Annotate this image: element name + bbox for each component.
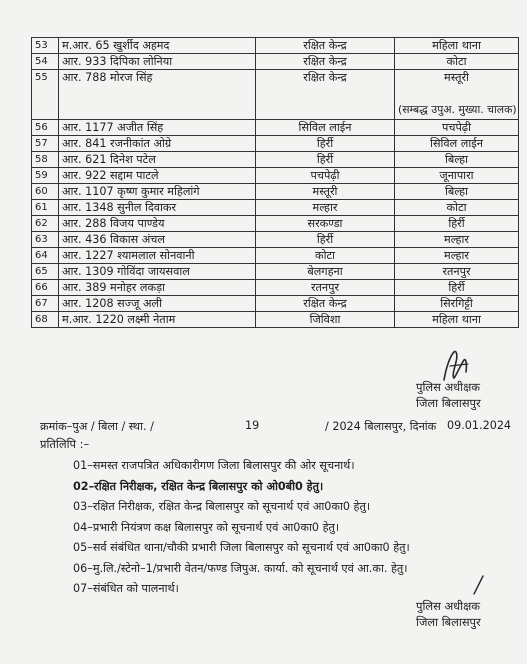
to-posting: कोटा (395, 200, 519, 215)
serial-no: 66 (32, 280, 59, 295)
table-row (32, 232, 519, 248)
employee-name: आर. 1348 सुनील दिवाकर (59, 200, 256, 215)
attachment-note: (सम्बद्ध उपुअ. मुख्या. चालक) (398, 103, 517, 116)
employee-name: आर. 788 मोरज सिंह (59, 70, 256, 119)
signatory-office: जिला बिलासपुर (416, 396, 481, 410)
from-posting: रक्षित केन्द्र (256, 70, 395, 119)
employee-name: आर. 1177 अजीत सिंह (59, 120, 256, 135)
employee-name: आर. 1227 श्यामलाल सोनवानी (59, 248, 256, 263)
from-posting: मल्हार (256, 200, 395, 215)
table-row (32, 248, 519, 264)
transfer-table (31, 37, 519, 328)
table-row (32, 70, 519, 120)
serial-no: 61 (32, 200, 59, 215)
table-row (32, 216, 519, 232)
to-posting: बिल्हा (395, 152, 519, 167)
serial-no: 68 (32, 312, 59, 327)
to-posting: मस्तूरी (444, 71, 469, 84)
signature-block-bottom (416, 598, 481, 630)
employee-name: म.आर. 1220 लक्ष्मी नेताम (59, 312, 256, 327)
reference-date: 09.01.2024 (447, 419, 512, 432)
to-posting: बिल्हा (395, 184, 519, 199)
serial-no: 55 (32, 70, 59, 119)
to-posting: मल्हार (395, 248, 519, 263)
table-row (32, 120, 519, 136)
serial-no: 58 (32, 152, 59, 167)
employee-name: आर. 922 सद्दाम पाटले (59, 168, 256, 183)
employee-name: आर. 1309 गोविंदा जायसवाल (59, 264, 256, 279)
serial-no: 65 (32, 264, 59, 279)
signatory-title: पुलिस अधीक्षक (416, 599, 481, 613)
list-item: 03–रक्षित निरीक्षक, रक्षित केन्द्र बिलासपुर को सूचनार्थ एवं आ0का0 हेतु। (73, 500, 371, 513)
from-posting: रक्षित केन्द्र (256, 296, 395, 311)
to-posting: जूनापारा (395, 168, 519, 183)
reference-number: 19 (245, 419, 260, 432)
from-posting: रक्षित केन्द्र (256, 54, 395, 69)
to-posting: मल्हार (395, 232, 519, 247)
employee-name: आर. 288 विजय पाण्डेय (59, 216, 256, 231)
table-row (32, 264, 519, 280)
to-posting: सिरगिट्टी (395, 296, 519, 311)
from-posting: रक्षित केन्द्र (256, 38, 395, 53)
from-posting: रतनपुर (256, 280, 395, 295)
list-item: 02–रक्षित निरीक्षक, रक्षित केन्द्र बिलासपुर को ओ0बी0 हेतु। (73, 479, 324, 493)
reference-prefix: क्रमांक–पुअ / बिला / स्था. / (40, 420, 154, 433)
from-posting: बेलगहना (256, 264, 395, 279)
from-posting: हिर्री (256, 232, 395, 247)
to-posting: सिविल लाईन (395, 136, 519, 151)
table-row (32, 136, 519, 152)
serial-no: 67 (32, 296, 59, 311)
serial-no: 56 (32, 120, 59, 135)
serial-no: 64 (32, 248, 59, 263)
employee-name: म.आर. 65 खुर्शीद अहमद (59, 38, 256, 53)
from-posting: मस्तूरी (256, 184, 395, 199)
from-posting: जिविशा (256, 312, 395, 327)
serial-no: 54 (32, 54, 59, 69)
to-posting: हिर्री (395, 216, 519, 231)
table-row (32, 312, 519, 328)
to-posting: महिला थाना (395, 38, 519, 53)
serial-no: 63 (32, 232, 59, 247)
copy-heading: प्रतिलिपि :– (40, 437, 90, 451)
employee-name: आर. 389 मनोहर लकड़ा (59, 280, 256, 295)
employee-name: आर. 933 दिपिका लोनिया (59, 54, 256, 69)
serial-no: 53 (32, 38, 59, 53)
table-row (32, 152, 519, 168)
copy-list (73, 456, 410, 600)
from-posting: पचपेढ़ी (256, 168, 395, 183)
table-row (32, 296, 519, 312)
reference-place: / 2024 बिलासपुर, दिनांक (325, 420, 437, 433)
serial-no: 60 (32, 184, 59, 199)
to-posting: महिला थाना (395, 312, 519, 327)
table-row (32, 54, 519, 70)
list-item: 05–सर्व संबंधित थाना/चौकी प्रभारी जिला बिलासपुर को सूचनार्थ एवं आ0का0 हेतु। (73, 541, 410, 554)
employee-name: आर. 841 रजनीकांत ओग्रे (59, 136, 256, 151)
signatory-office: जिला बिलासपुर (416, 615, 481, 629)
to-posting-cell (395, 70, 519, 119)
signatory-title: पुलिस अधीक्षक (416, 380, 481, 394)
table-row (32, 168, 519, 184)
list-item: 06–मु.लि./स्टेनो–1/प्रभारी वेतन/फण्ड जिपुअ. कार्या. को सूचनार्थ एवं आ.का. हेतु। (73, 561, 408, 575)
reference-line (40, 419, 520, 435)
from-posting: हिर्री (256, 136, 395, 151)
to-posting: कोटा (395, 54, 519, 69)
from-posting: कोटा (256, 248, 395, 263)
from-posting: हिर्री (256, 152, 395, 167)
signature-block-top (416, 379, 481, 411)
serial-no: 57 (32, 136, 59, 151)
serial-no: 62 (32, 216, 59, 231)
list-item: 04–प्रभारी नियंत्रण कक्ष बिलासपुर को सूचनार्थ एवं आ0का0 हेतु। (73, 520, 340, 534)
table-row (32, 184, 519, 200)
table-row (32, 38, 519, 54)
from-posting: सिविल लाईन (256, 120, 395, 135)
list-item: 01–समस्त राजपत्रित अधिकारीगण जिला बिलासपुर की ओर सूचनार्थ। (73, 459, 355, 472)
employee-name: आर. 1107 कृष्ण कुमार महिलांगे (59, 184, 256, 199)
serial-no: 59 (32, 168, 59, 183)
from-posting: सरकण्डा (256, 216, 395, 231)
table-row (32, 200, 519, 216)
initial-mark (468, 574, 488, 596)
employee-name: आर. 1208 सज्जू अली (59, 296, 256, 311)
table-row (32, 280, 519, 296)
employee-name: आर. 436 विकास अंचल (59, 232, 256, 247)
to-posting: रतनपुर (395, 264, 519, 279)
employee-name: आर. 621 दिनेश पटेल (59, 152, 256, 167)
to-posting: हिर्री (395, 280, 519, 295)
list-item: 07–संबंधित को पालनार्थ। (73, 582, 179, 595)
to-posting: पचपेढ़ी (395, 120, 519, 135)
